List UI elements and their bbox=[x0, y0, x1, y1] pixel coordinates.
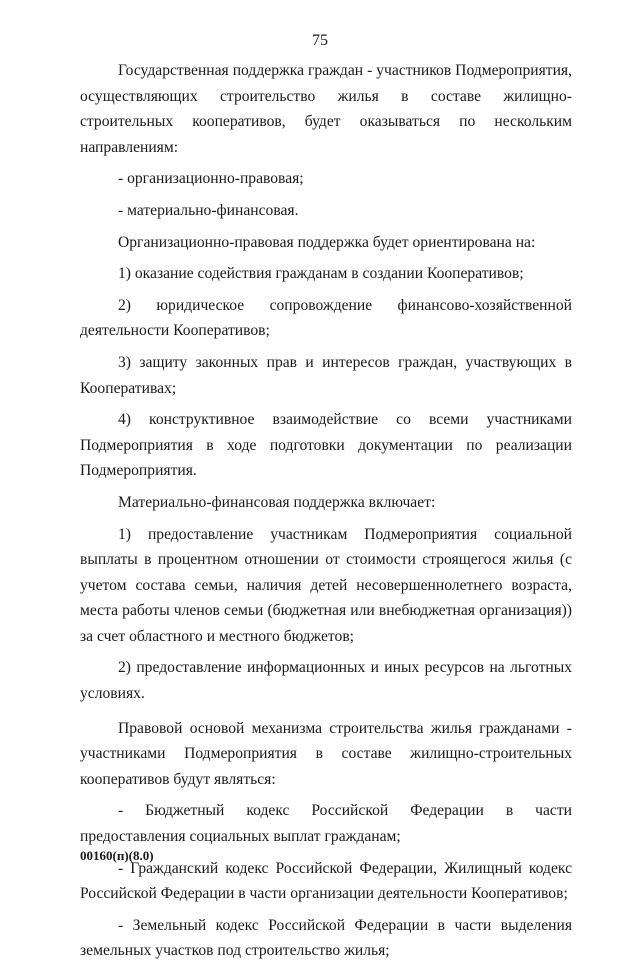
list-item-1: 1) оказание содействия гражданам в создании Кооперативов; bbox=[118, 265, 524, 283]
list-item-material-financial: - материально-финансовая. bbox=[118, 201, 299, 219]
paragraph-org-legal-heading: Организационно-правовая поддержка будет ориентирована на: bbox=[118, 233, 536, 251]
list-item-4: 4) конструктивное взаимодействие со всеми участниками Подмероприятия в ходе подготовки документации по реализации Подмероприятия. bbox=[80, 411, 572, 480]
legal-item-civil-housing-code: - Гражданский кодекс Российской Федерации, Жилищный кодекс Российской Федерации в части организации деятельности Кооперативов; bbox=[80, 859, 572, 903]
material-item-1: 1) предоставление участникам Подмероприятия социальной выплаты в процентном отношении от стоимости строящегося жилья (с учетом состава семьи, наличия детей несовершеннолетнего возраста, места работы членов семьи (бюджетная или внебюджетная организация)) за счет областного и местного бюджетов; bbox=[80, 525, 572, 645]
legal-item-budget-code: - Бюджетный кодекс Российской Федерации в части предоставления социальных выплат гражданам; bbox=[80, 802, 572, 846]
material-item-2: 2) предоставление информационных и иных ресурсов на льготных условиях. bbox=[80, 659, 572, 703]
paragraph-intro: Государственная поддержка граждан - участников Подмероприятия, осуществляющих строительство жилья в составе жилищно-строительных кооперативов, будет оказываться по нескольким направлениям: bbox=[80, 62, 572, 156]
list-item-org-legal: - организационно-правовая; bbox=[118, 170, 304, 188]
document-body bbox=[80, 58, 572, 964]
list-item-2: 2) юридическое сопровождение финансово-хозяйственной деятельности Кооперативов; bbox=[80, 296, 572, 340]
page-number: 75 bbox=[312, 32, 328, 49]
legal-item-land-code: - Земельный кодекс Российской Федерации в части выделения земельных участков под строительство жилья; bbox=[80, 916, 572, 960]
list-item-3: 3) защиту законных прав и интересов граждан, участвующих в Кооперативах; bbox=[80, 353, 572, 397]
footer-code: 00160(п)(8.0) bbox=[80, 848, 154, 863]
paragraph-material-heading: Материально-финансовая поддержка включает: bbox=[118, 493, 436, 511]
paragraph-legal-basis: Правовой основой механизма строительства жилья гражданами - участниками Подмероприятия в составе жилищно-строительных кооперативов будут являться: bbox=[80, 719, 572, 788]
